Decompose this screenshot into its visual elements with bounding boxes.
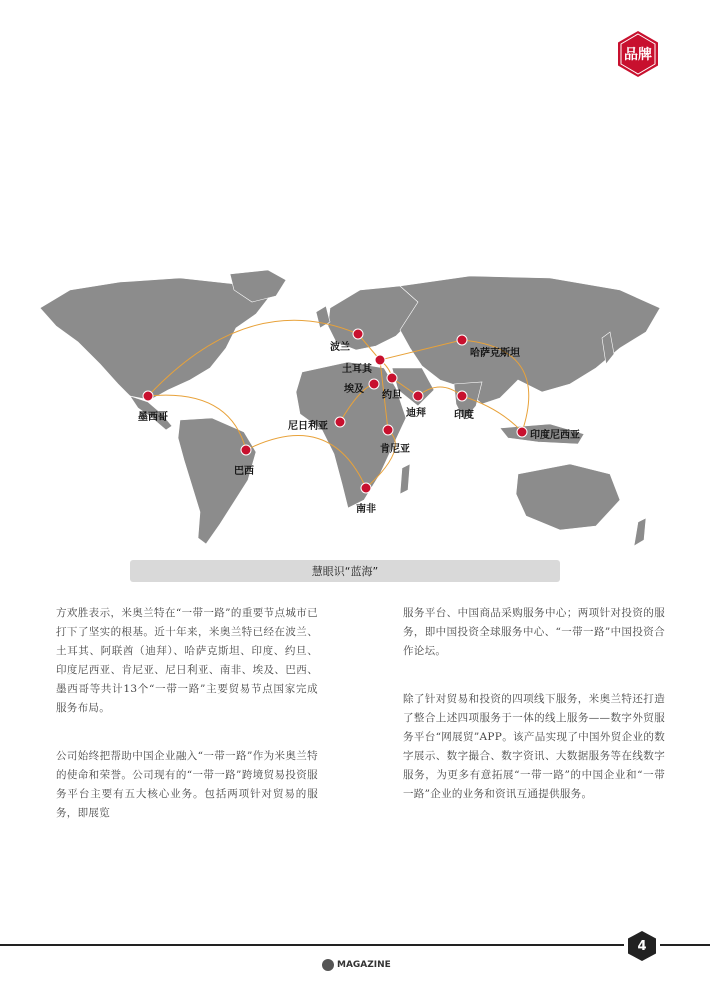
page-number-badge (626, 930, 658, 962)
right-paragraph-2: 除了针对贸易和投资的四项线下服务，米奥兰特还打造了整合上述四项服务于一体的线上服务——数字外贸服务平台“网展贸”APP。该产品实现了中国外贸企业的数字展示、数字撮合、数字资讯、大数据服务等在线数字服务，为更多有意拓展“一带一路”的中国企业和“一带一路”企业的业务和资讯互通提供服务。 (403, 693, 665, 800)
city-label-egypt: 埃及 (344, 384, 364, 395)
world-map (30, 268, 680, 556)
city-label-nigeria: 尼日利亚 (288, 421, 328, 432)
globe-icon (322, 959, 334, 971)
city-label-indonesia: 印度尼西亚 (530, 430, 580, 441)
city-label-kazakhstan: 哈萨克斯坦 (470, 348, 520, 359)
world-map-graphic (30, 268, 680, 556)
right-column (403, 604, 665, 833)
footer-divider-right (660, 944, 710, 946)
city-label-dubai: 迪拜 (406, 408, 426, 419)
right-paragraph-1: 服务平台、中国商品采购服务中心；两项针对投资的服务，即中国投资全球服务中心、“一带一路”中国投资合作论坛。 (403, 607, 665, 657)
city-label-mexico: 墨西哥 (138, 412, 168, 423)
map-caption: 慧眼识“蓝海” (130, 560, 560, 582)
brand-badge (614, 30, 662, 78)
footer-brand (322, 959, 391, 971)
city-label-south-africa: 南非 (356, 504, 376, 515)
page-number: 4 (637, 938, 647, 954)
left-paragraph-1: 方欢胜表示，米奥兰特在“一带一路”的重要节点城市已打下了坚实的根基。近十年来，米奥兰特已经在波兰、土耳其、阿联酋（迪拜）、哈萨克斯坦、印度、约旦、印度尼西亚、肯尼亚、尼日利亚、南非、埃及、巴西、墨西哥等共计13个“一带一路”主要贸易节点国家完成服务布局。 (56, 607, 318, 714)
city-label-india: 印度 (454, 410, 474, 421)
city-label-turkey: 土耳其 (342, 364, 372, 375)
left-paragraph-2: 公司始终把帮助中国企业融入“一带一路”作为米奥兰特的使命和荣誉。公司现有的“一带一路”跨境贸易投资服务平台主要有五大核心业务。包括两项针对贸易的服务，即展览 (56, 750, 318, 819)
badge-label: 品牌 (624, 47, 652, 63)
city-label-jordan: 约旦 (382, 390, 402, 401)
city-label-kenya: 肯尼亚 (380, 444, 410, 455)
left-column (56, 604, 318, 852)
city-label-brazil: 巴西 (234, 466, 254, 477)
brand-label: MAGAZINE (337, 960, 391, 970)
footer-divider (0, 944, 624, 946)
city-label-poland: 波兰 (330, 342, 350, 353)
